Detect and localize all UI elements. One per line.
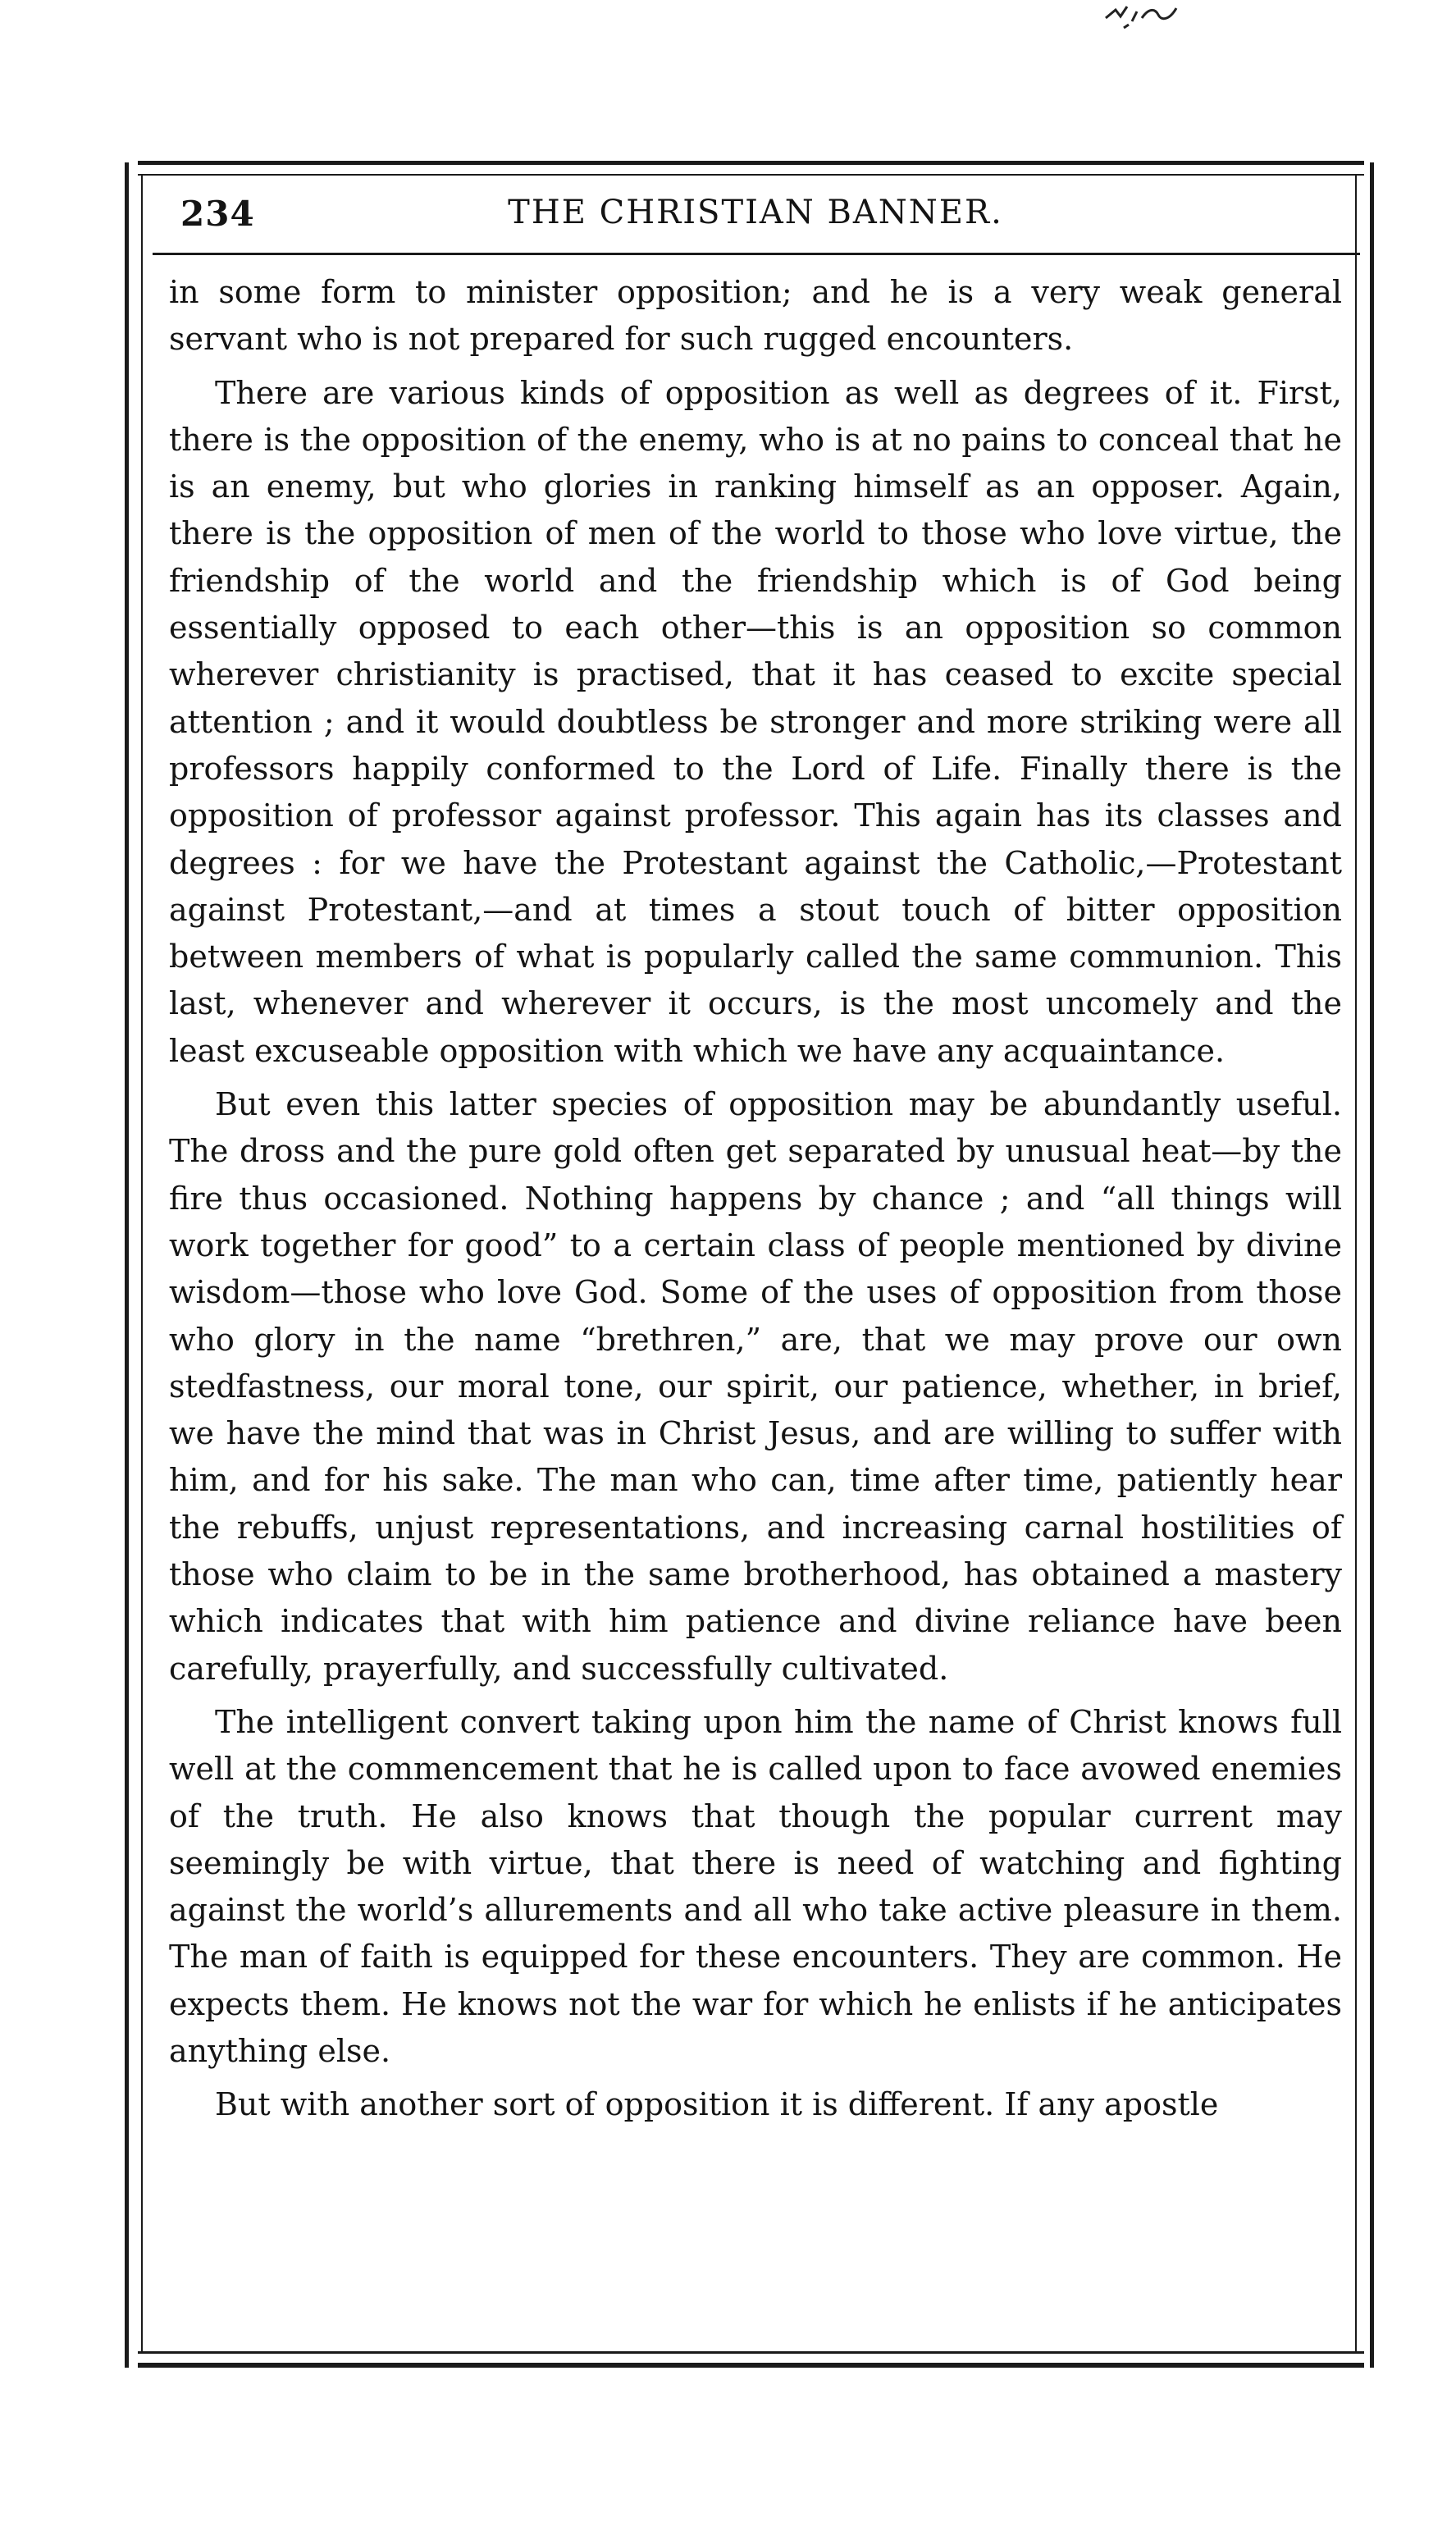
page-header <box>161 194 1350 243</box>
left-border-outer <box>125 162 129 2368</box>
right-border-outer <box>1370 162 1374 2368</box>
top-border-inner <box>138 174 1364 176</box>
paragraph: The intelligent convert taking upon him the name of Christ knows full well at the commencement that he is called upon to face avowed enemies of the truth. He also knows that though the popular current may seemingly be with virtue, that there is need of watching and fighting against the world’s allurements and all who take active pleasure in them. The man of faith is equipped for these encounters. They are common. He expects them. He knows not the war for which he enlists if he anticipates anything else. <box>169 1703 1342 2069</box>
paragraph: in some form to minister opposition; and he is a very weak general servant who is not prepared for such rugged encounters. <box>169 274 1342 358</box>
paragraph: But even this latter species of opposition may be abundantly useful. The dross and the pure gold often get separated by unusual heat—by the fire thus occasioned. Nothing happens by chance ; and “all things will work together for good” to a certain class of people mentioned by divine wisdom—those who love God. Some of the uses of opposition from those who glory in the name “brethren,” are, that we may prove our own stedfastness, our moral tone, our spirit, our patience, whether, in brief, we have the mind that was in Christ Jesus, and are willing to suffer with him, and for his sake. The man who can, time after time, patiently hear the rebuffs, unjust representations, and increasing carnal hostilities of those who claim to be in the same brotherhood, has obtained a mastery which indicates that with him patience and divine reliance have been carefully, prayerfully, and successfully cultivated. <box>169 1086 1342 1687</box>
top-border-outer <box>138 161 1364 165</box>
bottom-border-outer <box>138 2363 1364 2368</box>
header-rule <box>153 253 1360 255</box>
right-border-inner <box>1355 174 1357 2353</box>
running-title: THE CHRISTIAN BANNER. <box>508 194 1003 231</box>
article-body <box>169 269 1342 2135</box>
paragraph: There are various kinds of opposition as well as degrees of it. First, there is the opposition of the enemy, who is at no pains to conceal that he is an enemy, but who glories in ranking himself as an opposer. Again, there is the opposition of men of the world to those who love virtue, the friendship of the world and the friendship which is of God being essentially opposed to each other—this is an opposition so common wherever christianity is practised, that it has ceased to excite special attention ; and it would doubtless be stronger and more striking were all professors happily conformed to the Lord of Life. Finally there is the opposition of professor against professor. This again has its classes and degrees : for we have the Protestant against the Catholic,—Protestant against Protestant,—and at times a stout touch of bitter opposition between members of what is popularly called the same communion. This last, whenever and wherever it occurs, is the most uncomely and the least excuseable opposition with which we have any acquaintance. <box>169 374 1342 1069</box>
handwritten-mark <box>1091 0 1222 41</box>
page-number: 234 <box>180 194 255 234</box>
bottom-border-inner <box>138 2351 1364 2354</box>
paragraph: But with another sort of opposition it is different. If any apostle <box>215 2086 1219 2123</box>
left-border-inner <box>141 174 143 2353</box>
